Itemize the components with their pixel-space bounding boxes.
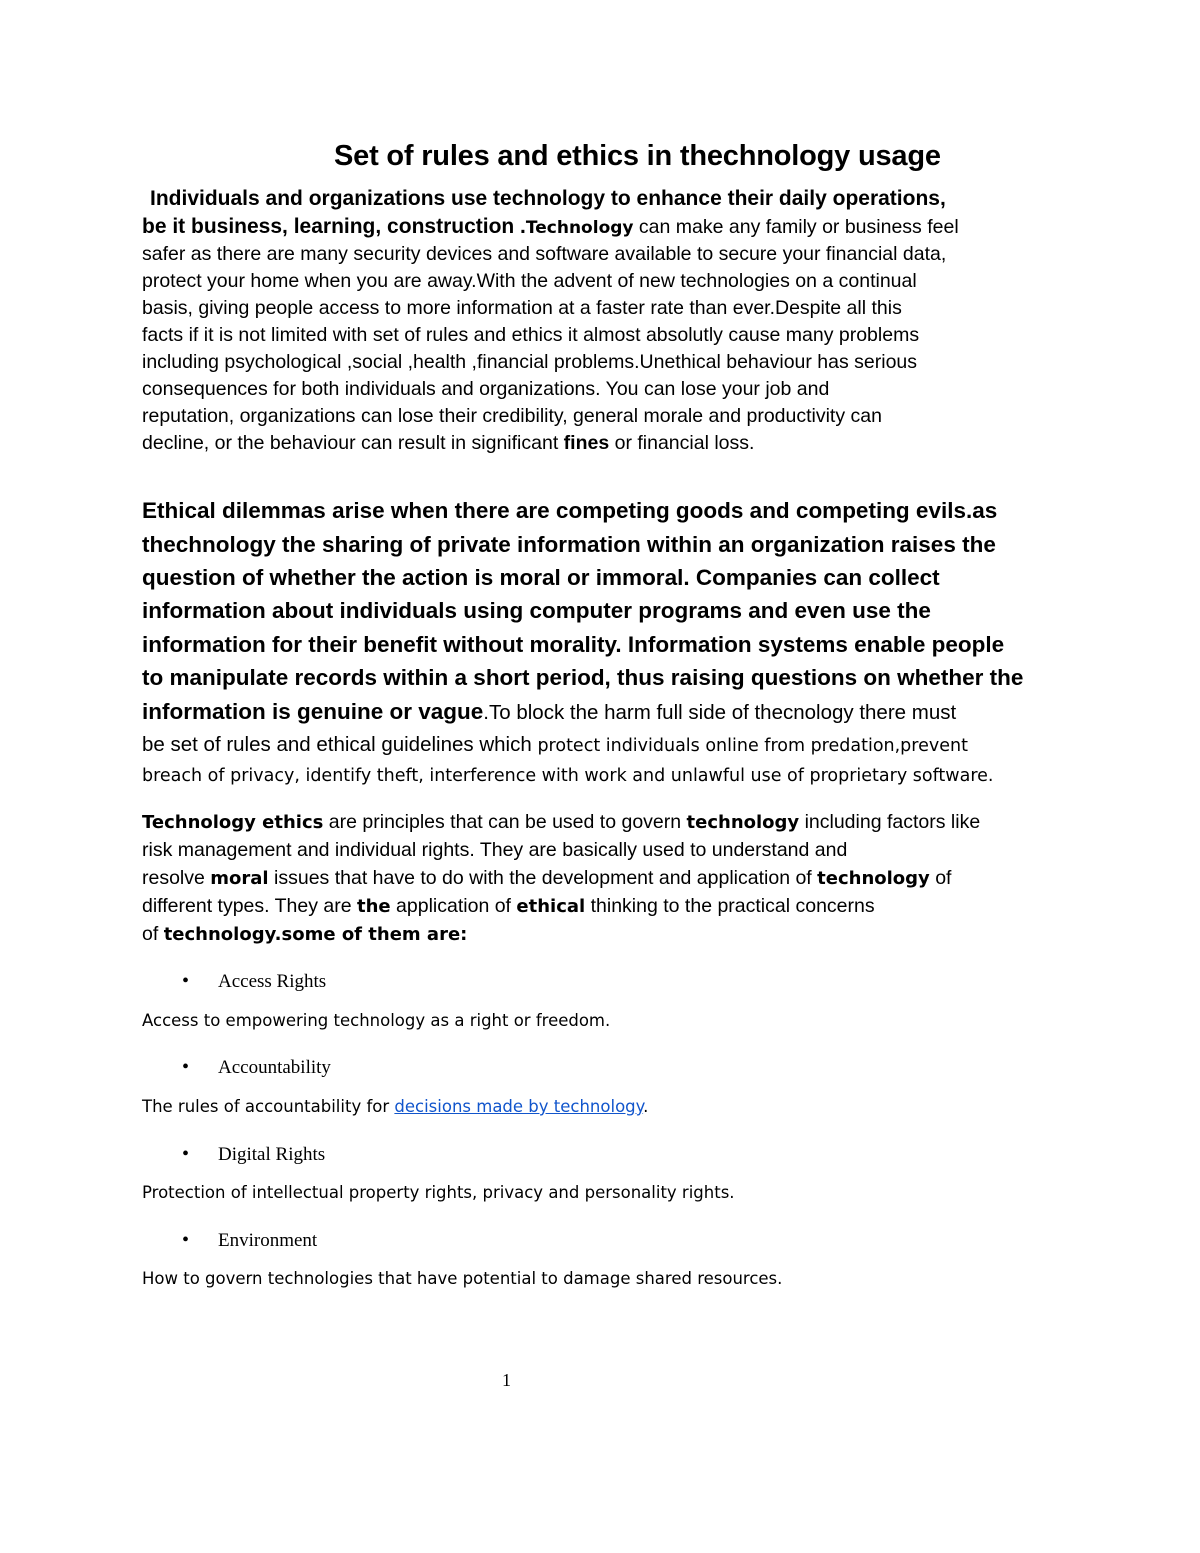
tech-line: resolve [142, 867, 211, 889]
bullet-description-text: The rules of accountability for [142, 1097, 395, 1116]
bullet-heading: Digital Rights [218, 1144, 326, 1165]
tech-bold-term: technology.some of them are: [163, 924, 468, 945]
intro-line: be it business, learning, construction . [142, 215, 526, 238]
bullet-heading: Accountability [218, 1057, 331, 1078]
dilemma-line: information is genuine or vague [142, 699, 484, 724]
tech-bold-term: moral [210, 868, 269, 889]
tech-line: thinking to the practical concerns [585, 895, 875, 917]
bullet-item [182, 1229, 317, 1252]
bullet-description: Protection of intellectual property rights, privacy and personality rights. [142, 1183, 735, 1202]
document-title: Set of rules and ethics in thechnology usage [334, 140, 941, 172]
tech-line: of [929, 867, 952, 889]
dilemma-line: protect individuals online from predation,prevent [537, 736, 968, 756]
intro-bold-term: Technology [525, 218, 634, 238]
intro-line: facts if it is not limited with set of rules and ethics it almost absolutly cause many problems [142, 324, 920, 346]
intro-line: or financial loss. [609, 432, 755, 454]
dilemma-line: .To block the harm full side of thecnology there must [483, 701, 957, 724]
dilemma-line: to manipulate records within a short period, thus raising questions on whether the [142, 665, 1024, 690]
bullet-heading: Access Rights [218, 971, 327, 992]
tech-line: different types. They are [142, 895, 357, 917]
intro-line: decline, or the behaviour can result in significant [142, 432, 564, 454]
intro-bold-term: fines [563, 432, 610, 454]
bullet-description: How to govern technologies that have potential to damage shared resources. [142, 1269, 783, 1288]
bullet-icon: • [182, 970, 190, 992]
bullet-icon: • [182, 1143, 190, 1165]
bullet-heading: Environment [218, 1230, 318, 1251]
intro-line: Individuals and organizations use technology to enhance their daily operations, [150, 187, 946, 210]
intro-line: including psychological ,social ,health ,financial problems.Unethical behaviour has serious [142, 351, 918, 373]
tech-line: application of [390, 895, 517, 917]
intro-line: can make any family or business feel [633, 216, 959, 238]
intro-line: basis, giving people access to more information at a faster rate than ever.Despite all this [142, 297, 902, 319]
bullet-description [142, 1097, 648, 1116]
dilemma-line: thechnology the sharing of private information within an organization raises the [142, 532, 996, 557]
dilemma-line: information for their benefit without morality. Information systems enable people [142, 632, 1005, 657]
page-number: 1 [502, 1370, 511, 1390]
tech-line: of [142, 923, 164, 945]
dilemma-line: Ethical dilemmas arise when there are competing goods and competing evils.as [142, 498, 998, 523]
tech-line: including factors like [799, 811, 981, 833]
tech-bold-term: ethical [516, 896, 586, 917]
intro-line: safer as there are many security devices and software available to secure your financial data, [142, 243, 947, 265]
tech-bold-term: Technology ethics [142, 812, 324, 833]
dilemma-line: question of whether the action is moral or immoral. Companies can collect [142, 565, 940, 590]
tech-line: risk management and individual rights. They are basically used to understand and [142, 839, 848, 861]
dilemma-line: information about individuals using computer programs and even use the [142, 598, 931, 623]
bullet-description-text: . [643, 1097, 649, 1116]
bullet-item [182, 1056, 331, 1079]
dilemma-line: breach of privacy, identify theft, interference with work and unlawful use of proprietary software. [142, 766, 994, 786]
bullet-icon: • [182, 1229, 190, 1251]
dilemma-line: be set of rules and ethical guidelines which [142, 733, 538, 756]
tech-line: issues that have to do with the development and application of [268, 867, 818, 889]
bullet-item [182, 1143, 325, 1166]
intro-line: protect your home when you are away.With the advent of new technologies on a continual [142, 270, 917, 292]
tech-line: are principles that can be used to govern [323, 811, 687, 833]
bullet-description: Access to empowering technology as a right or freedom. [142, 1011, 611, 1030]
decisions-link[interactable]: decisions made by technology [394, 1097, 644, 1116]
bullet-item [182, 970, 326, 993]
intro-line: consequences for both individuals and organizations. You can lose your job and [142, 378, 830, 400]
tech-bold-term: technology [686, 812, 800, 833]
bullet-icon: • [182, 1056, 190, 1078]
tech-bold-term: technology [817, 868, 930, 889]
intro-line: reputation, organizations can lose their credibility, general morale and productivity can [142, 405, 882, 427]
tech-bold-term: the [357, 896, 391, 917]
